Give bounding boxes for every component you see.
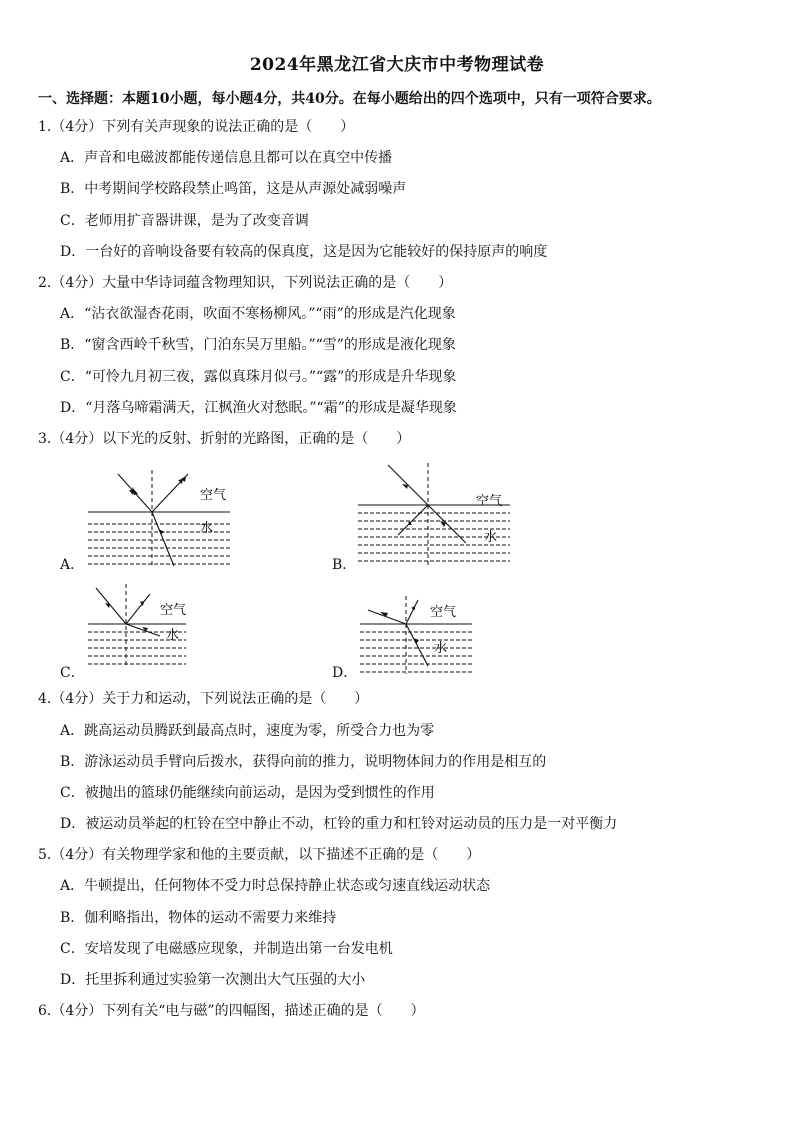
q3-option-c-label: C． (60, 665, 85, 681)
q3-figure-d-air-label: 空气 (430, 605, 457, 620)
q2-option-d: D．“月落乌啼霜满天，江枫渔火对愁眠。”“霜”的形成是凝华现象 (60, 400, 457, 416)
q5-option-a: A．牛顿提出，任何物体不受力时总保持静止状态或匀速直线运动状态 (60, 878, 491, 894)
q3-figure-a-air-label: 空气 (200, 488, 227, 503)
q4-option-a: A．跳高运动员腾跃到最高点时，速度为零，所受合力也为零 (60, 723, 435, 739)
q3-figure-c-air-label: 空气 (160, 603, 187, 618)
q3-figure-d (360, 596, 476, 676)
q4-option-b: B．游泳运动员手臂向后拨水，获得向前的推力，说明物体间力的作用是相互的 (60, 754, 547, 770)
q3-figure-a-water-label: 水 (200, 521, 214, 536)
q1-stem: 1.（4分）下列有关声现象的说法正确的是（ ） (38, 119, 355, 135)
q3-figure-c (88, 584, 188, 670)
q1-option-c: C．老师用扩音器讲课，是为了改变音调 (60, 213, 309, 229)
q5-stem: 5.（4分）有关物理学家和他的主要贡献，以下描述不正确的是（ ） (38, 847, 481, 863)
section-heading: 一、选择题：本题10小题，每小题4分，共40分。在每小题给出的四个选项中，只有一项符合要求。 (38, 91, 661, 107)
q3-option-a-label: A． (60, 557, 85, 573)
q3-stem: 3.（4分）以下光的反射、折射的光路图，正确的是（ ） (38, 431, 411, 447)
q2-option-a: A．“沾衣欲湿杏花雨，吹面不寒杨柳风。”“雨”的形成是汽化现象 (60, 306, 456, 322)
q3-option-b-label: B． (332, 557, 357, 573)
q1-option-d: D．一台好的音响设备要有较高的保真度，这是因为它能较好的保持原声的响度 (60, 244, 548, 260)
q5-option-d: D．托里拆利通过实验第一次测出大气压强的大小 (60, 972, 366, 988)
q4-option-c: C．被抛出的篮球仍能继续向前运动，是因为受到惯性的作用 (60, 785, 435, 801)
q3-figure-b (358, 463, 518, 571)
q2-stem: 2.（4分）大量中华诗词蕴含物理知识，下列说法正确的是（ ） (38, 275, 453, 291)
q3-figure-c-water-label: 水 (166, 628, 180, 643)
q2-option-b: B．“窗含西岭千秋雪，门泊东吴万里船。”“雪”的形成是液化现象 (60, 337, 456, 353)
q1-option-a: A．声音和电磁波都能传递信息且都可以在真空中传播 (60, 150, 393, 166)
q6-stem: 6.（4分）下列有关“电与磁”的四幅图，描述正确的是（ ） (38, 1003, 425, 1019)
q1-option-b: B．中考期间学校路段禁止鸣笛，这是从声源处减弱噪声 (60, 181, 407, 197)
q3-figure-b-water-label: 水 (484, 530, 498, 545)
q5-option-c: C．安培发现了电磁感应现象，并制造出第一台发电机 (60, 941, 393, 957)
q3-option-d-label: D． (332, 665, 358, 681)
q4-stem: 4.（4分）关于力和运动，下列说法正确的是（ ） (38, 691, 369, 707)
exam-title: 2024年黑龙江省大庆市中考物理试卷 (249, 55, 545, 75)
q3-figure-b-air-label: 空气 (476, 494, 503, 509)
q3-figure-a (88, 468, 238, 570)
q3-figure-d-water-label: 水 (434, 641, 448, 656)
q5-option-b: B．伽利略指出，物体的运动不需要力来维持 (60, 910, 337, 926)
q4-option-d: D．被运动员举起的杠铃在空中静止不动，杠铃的重力和杠铃对运动员的压力是一对平衡力 (60, 816, 618, 832)
q2-option-c: C．“可怜九月初三夜，露似真珠月似弓。”“露”的形成是升华现象 (60, 369, 457, 385)
